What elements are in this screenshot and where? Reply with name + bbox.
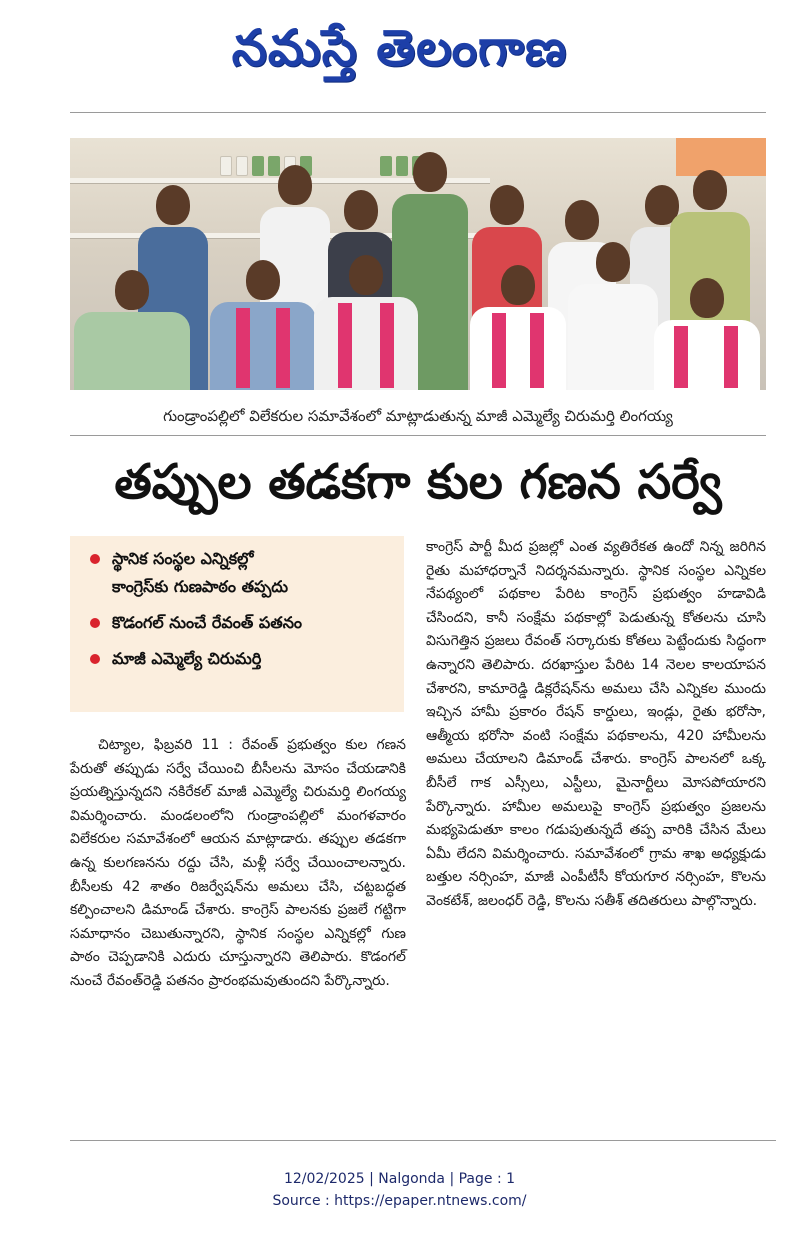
top-divider [70,112,766,113]
highlight-text: మాజీ ఎమ్మెల్యే చిరుమర్తి [112,649,262,668]
headline: తప్పుల తడకగా కుల గణన సర్వే [114,454,722,510]
highlight-item [90,546,390,572]
highlights-box [70,536,404,712]
bullet-icon [90,618,100,628]
person [568,242,658,390]
news-photo [70,138,766,390]
highlight-item [90,610,390,636]
person [210,260,316,390]
footer-date-line: 12/02/2025 | Nalgonda | Page : 1 [283,1171,516,1187]
highlight-text: కొడంగల్ నుంచే రేవంత్ పతనం [112,613,303,632]
masthead [0,8,799,88]
footer-source-link[interactable]: Source : https://epaper.ntnews.com/ [272,1193,527,1209]
photo-caption: గుండ్రాంపల్లిలో విలేకరుల సమావేశంలో మాట్లాడుతున్న మాజీ ఎమ్మెల్యే చిరుమర్తి లింగయ్య [70,396,766,436]
person [654,278,760,390]
bullet-icon [90,654,100,664]
bullet-icon [90,554,100,564]
article-body-left: చిట్యాల, ఫిబ్రవరి 11 : రేవంత్ ప్రభుత్వం కుల గణన పేరుతో తప్పుడు సర్వే చేయించి బీసీలను మోసం చేయడానికి ప్రయత్నిస్తున్నదని నకిరేకల్ మాజీ ఎమ్మెల్యే చిరుమర్తి లింగయ్య విమర్శించారు. మండలంలోని గుండ్రాంపల్లిలో మంగళవారం విలేకరుల సమావేశంలో ఆయన మాట్లాడారు. తప్పుల తడకగా ఉన్న కులగణనను రద్దు చేసి, మళ్లీ సర్వే చేయించాలన్నారు. బీసీలకు 42 శాతం రిజర్వేషన్‌ను అమలు చేసి, చట్టబద్ధత కల్పించాలని డిమాండ్ చేశారు. కాంగ్రెస్ పాలనకు ప్రజలే గట్టిగా సమాధానం చెబుతున్నారని, స్థానిక సంస్థల ఎన్నికల్లో గుణ పాఠం చెప్పడానికి ఎదురు చూస్తున్నారని తెలిపారు. కొడంగల్ నుంచే రేవంత్‌రెడ్డి పతనం ప్రారంభమవుతుందని పేర్కొన్నారు. [70,737,406,989]
highlight-item [90,646,390,672]
person [314,255,418,390]
highlight-text-cont: కాంగ్రెస్‌కు గుణపాఠం తప్పదు [112,577,289,596]
masthead-title: నమస్తే తెలంగాణ [231,19,568,77]
person [74,270,190,390]
footer [0,1168,799,1212]
highlight-text: స్థానిక సంస్థల ఎన్నికల్లో [112,549,254,568]
article-body-right: కాంగ్రెస్ పార్టీ మీద ప్రజల్లో ఎంత వ్యతిరేకత ఉందో నిన్న జరిగిన రైతు మహాధర్నానే నిదర్శనమన్నారు. స్థానిక సంస్థల ఎన్నికల నేపథ్యంలో పథకాల పేరిట కాంగ్రెస్ ప్రభుత్వం హడావిడి చేసిందని, కానీ సంక్షేమ పథకాల్లో పెడుతున్న కోతలను చూసి విసుగెత్తిన ప్రజలు రేవంత్ సర్కారుకు కోతలు పెట్టేందుకు సిద్ధంగా ఉన్నారని తెలిపారు. దరఖాస్తుల పేరిట 14 నెలల కాలయాపన చేశారని, కామారెడ్డి డిక్లరేషన్‌ను అమలు చేసి ఎన్నికల ముందు ఇచ్చిన హామీ ప్రకారం రేషన్ కార్డులు, ఇండ్లు, రైతు భరోసా, ఆత్మీయ భరోసా వంటి సంక్షేమ పథకాలను, 420 హామీలను అమలు చేయాలని డిమాండ్ చేశారు. కాంగ్రెస్ పాలనలో ఒక్క బీసీలే గాక ఎస్సీలు, ఎస్టీలు, మైనార్టీలు మోసపోయారని పేర్కొన్నారు. హామీల అమలుపై కాంగ్రెస్ ప్రభుత్వం ప్రజలను మభ్యపెడుతూ కాలం గడుపుతున్నదే తప్ప వారికి చేసిన మేలు ఏమీ లేదని విమర్శించారు. సమావేశంలో గ్రామ శాఖ అధ్యక్షుడు బత్తుల నర్సింహ, మాజీ ఎంపీటీసీ కోయగూర నర్సింహ, కొలను వెంకటేశ్, జలంధర్ రెడ్డి, కొలను సతీశ్ తదితరులు పాల్గొన్నారు. [426,539,766,909]
person [470,265,566,390]
bottom-divider [70,1140,776,1141]
